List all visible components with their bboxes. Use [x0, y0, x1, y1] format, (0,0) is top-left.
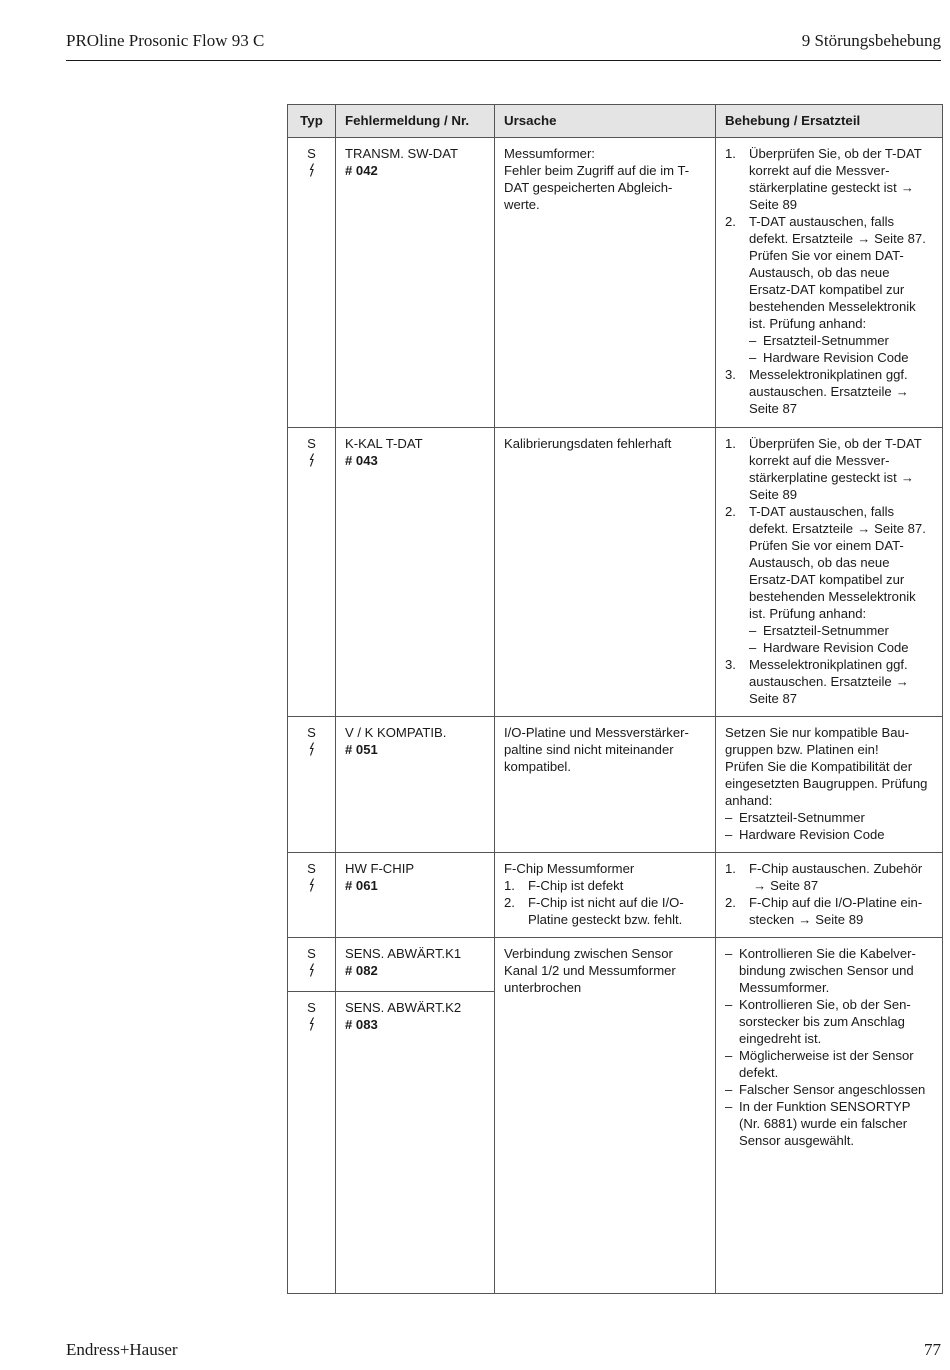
- arrow-right-icon: →: [900, 470, 914, 485]
- error-number: # 051: [345, 742, 378, 757]
- arrow-right-icon: →: [900, 180, 914, 195]
- dash-item: – Hardware Revision Code: [749, 639, 934, 656]
- table-row: [288, 717, 943, 853]
- cause-text: Fehler beim Zugriff auf die im T-DAT gespeicherten Abgleich-werte.: [504, 163, 690, 212]
- header-rule: [66, 60, 941, 61]
- arrow-right-icon: →: [895, 674, 909, 689]
- lightning-icon: [308, 742, 316, 756]
- dash-item: – Ersatzteil-Setnummer: [725, 809, 934, 826]
- remedy-step: 1. Überprüfen Sie, ob der T-DAT korrekt auf die Messver-stärkerplatine gesteckt ist →Seite 89: [725, 436, 922, 502]
- remedy-step: 2. F-Chip auf die I/O-Platine ein-stecken → Seite 89: [725, 895, 923, 927]
- remedy-list: [725, 945, 934, 1149]
- arrow-right-icon: →: [798, 912, 812, 927]
- dash-item: – Hardware Revision Code: [725, 826, 934, 843]
- dash-item: – Ersatzteil-Setnummer: [749, 622, 934, 639]
- table-header-row: [288, 105, 943, 138]
- typ-label: S: [307, 946, 316, 961]
- col-header-remedy: Behebung / Ersatzteil: [716, 105, 943, 138]
- dash-item: – Hardware Revision Code: [749, 349, 934, 366]
- error-message: TRANSM. SW-DAT: [345, 146, 458, 161]
- header-title: PROline Prosonic Flow 93 C: [66, 31, 265, 50]
- lightning-icon: [308, 453, 316, 467]
- error-message: HW F-CHIP: [345, 861, 415, 876]
- typ-label: S: [307, 436, 316, 451]
- dash-item: – Ersatzteil-Setnummer: [749, 332, 934, 349]
- arrow-right-icon: →: [753, 878, 767, 893]
- dash-item: – Falscher Sensor angeschlossen: [725, 1081, 934, 1098]
- table-row: [288, 428, 943, 717]
- remedy-step: 1. Überprüfen Sie, ob der T-DAT korrekt auf die Messver-stärkerplatine gesteckt ist →Seite 89: [725, 146, 922, 212]
- error-table: [287, 104, 943, 1294]
- arrow-right-icon: →: [857, 231, 871, 246]
- error-number: # 082: [345, 963, 378, 978]
- typ-label: S: [307, 725, 316, 740]
- cause-title: F-Chip Messumformer: [504, 861, 635, 876]
- cause-title: Messumformer:: [504, 146, 595, 161]
- typ-label: S: [307, 146, 316, 161]
- cause-text: I/O-Platine und Messverstärker-paltine sind nicht miteinander kompatibel.: [504, 725, 689, 774]
- dash-item: – Kontrollieren Sie, ob der Sen-sorstecker bis zum Anschlag eingedreht ist.: [725, 996, 934, 1047]
- remedy-steps: [725, 435, 934, 707]
- dash-item: – Möglicherweise ist der Sensor defekt.: [725, 1047, 934, 1081]
- remedy-step: 1. F-Chip austauschen. Zubehör→ Seite 87: [725, 861, 923, 893]
- remedy-step: 2. T-DAT austauschen, falls defekt. Ersatzteile → Seite 87. Prüfen Sie vor einem DAT-Austausch, ob das neue Ersatz-DAT kompatibel zur bestehenden Messelektronik ist. Prüfung anhand: – Ersatzteil-Setnummer – Hardware Revision Code: [725, 503, 934, 656]
- remedy-steps: [725, 860, 934, 928]
- table-row: [288, 938, 943, 992]
- cause-text: Verbindung zwischen Sensor Kanal 1/2 und Messumformer unterbrochen: [504, 946, 676, 995]
- remedy-step: 3. Messelektronikplatinen ggf. austauschen. Ersatzteile →Seite 87: [725, 656, 934, 707]
- header-chapter: 9 Störungsbehebung: [801, 31, 941, 50]
- col-header-message: Fehlermeldung / Nr.: [336, 105, 495, 138]
- error-number: # 043: [345, 453, 378, 468]
- lightning-icon: [308, 163, 316, 177]
- error-message: V / K KOMPATIB.: [345, 725, 447, 740]
- remedy-step: 3. Messelektronikplatinen ggf. austauschen. Ersatzteile →Seite 87: [725, 366, 934, 417]
- cause-text: Kalibrierungsdaten fehlerhaft: [504, 436, 672, 451]
- error-number: # 042: [345, 163, 378, 178]
- cause-step: 1. F-Chip ist defekt: [504, 878, 624, 893]
- cause-step: 2. F-Chip ist nicht auf die I/O-Platine gesteckt bzw. fehlt.: [504, 895, 684, 927]
- lightning-icon: [308, 963, 316, 977]
- table-row: [288, 138, 943, 428]
- footer-brand: Endress+Hauser: [66, 1340, 178, 1359]
- error-number: # 061: [345, 878, 378, 893]
- typ-label: S: [307, 1000, 316, 1015]
- footer-page-number: 77: [924, 1340, 941, 1359]
- lightning-icon: [308, 878, 316, 892]
- error-message: K-KAL T-DAT: [345, 436, 423, 451]
- remedy-steps: [725, 145, 934, 417]
- cause-steps: [504, 877, 707, 928]
- table-row: [288, 853, 943, 938]
- typ-label: S: [307, 861, 316, 876]
- dash-item: – Kontrollieren Sie die Kabelver-bindung zwischen Sensor und Messumformer.: [725, 945, 934, 996]
- error-message: SENS. ABWÄRT.K1: [345, 946, 462, 961]
- col-header-cause: Ursache: [495, 105, 716, 138]
- error-message: SENS. ABWÄRT.K2: [345, 1000, 462, 1015]
- lightning-icon: [308, 1017, 316, 1031]
- arrow-right-icon: →: [857, 521, 871, 536]
- dash-item: – In der Funktion SENSORTYP (Nr. 6881) wurde ein falscher Sensor ausgewählt.: [725, 1098, 934, 1149]
- error-number: # 083: [345, 1017, 378, 1032]
- remedy-text: Setzen Sie nur kompatible Bau-gruppen bzw. Platinen ein!: [725, 725, 910, 757]
- remedy-text: Prüfen Sie die Kompatibilität der eingesetzten Baugruppen. Prüfung anhand:: [725, 759, 928, 808]
- remedy-step: 2. T-DAT austauschen, falls defekt. Ersatzteile → Seite 87. Prüfen Sie vor einem DAT-Austausch, ob das neue Ersatz-DAT kompatibel zur bestehenden Messelektronik ist. Prüfung anhand: – Ersatzteil-Setnummer – Hardware Revision Code: [725, 213, 934, 366]
- col-header-typ: Typ: [288, 105, 336, 138]
- arrow-right-icon: →: [895, 384, 909, 399]
